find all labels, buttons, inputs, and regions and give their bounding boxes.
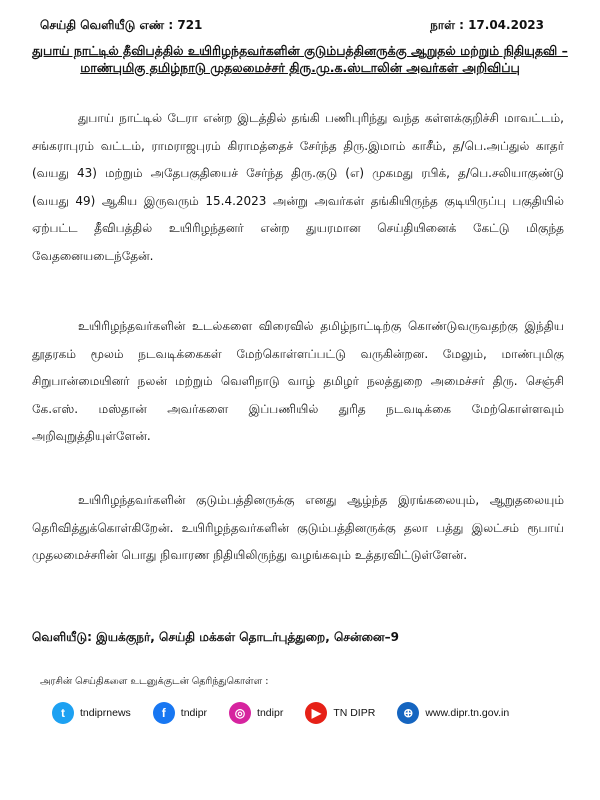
twitter-icon: t	[52, 702, 74, 724]
social-link-youtube[interactable]	[305, 702, 375, 724]
page-title: துபாய் நாட்டில் தீவிபத்தில் உயிரிழந்தவர்களின் குடும்பத்தினருக்கு ஆறுதல் மற்றும் நிதியுதவி – மாண்புமிகு தமிழ்நாடு முதலமைச்சர் திரு.மு.க.ஸ்டாலின் அவர்கள் அறிவிப்பு	[32, 43, 568, 75]
social-links	[52, 698, 562, 728]
facebook-icon: f	[153, 702, 175, 724]
social-link-instagram[interactable]	[229, 702, 283, 724]
paragraph-3: உயிரிழந்தவர்களின் குடும்பத்தினருக்கு எனது ஆழ்ந்த இரங்கலையும், ஆறுதலையும் தெரிவித்துக்கொள்கிறேன். உயிரிழந்தவர்களின் குடும்பத்தினருக்கு தலா பத்து இலட்சம் ரூபாய் முதலமைச்சரின் பொது நிவாரண நிதியிலிருந்து வழங்கவும் உத்தரவிட்டுள்ளேன்.	[32, 493, 564, 562]
social-link-twitter[interactable]	[52, 702, 131, 724]
release-date: நாள் : 17.04.2023	[430, 18, 544, 32]
release-by: வெளியீடு: இயக்குநர், செய்தி மக்கள் தொடர்புத்துறை, சென்னை–9	[32, 630, 399, 644]
social-note: அரசின் செய்திகளை உடனுக்குடன் தெரிந்துகொள்ள :	[40, 676, 269, 687]
youtube-icon: ▶	[305, 702, 327, 724]
social-label-website: www.dipr.tn.gov.in	[425, 707, 510, 719]
instagram-icon: ◎	[229, 702, 251, 724]
social-link-facebook[interactable]	[153, 702, 207, 724]
release-number: செய்தி வெளியீடு எண் : 721	[40, 18, 203, 32]
paragraph-1: துபாய் நாட்டில் டேரா என்ற இடத்தில் தங்கி பணிபுரிந்து வந்த கள்ளக்குறிச்சி மாவட்டம், சங்கராபுரம் வட்டம், ராமராஜபுரம் கிராமத்தைச் சேர்ந்த திரு.இமாம் காசீம், த/பெ.அப்துல் காதர் (வயது 43) மற்றும் அதேபகுதியைச் சேர்ந்த திரு.குடு (எ) முகமது ரபிக், த/பெ.சலியாகுண்டு (வயது 49) ஆகிய இருவரும் 15.4.2023 அன்று அவர்கள் தங்கியிருந்த குடியிருப்பு பகுதியில் ஏற்பட்ட தீவிபத்தில் உயிரிழந்தனர் என்ற துயரமான செய்தியினைக் கேட்டு மிகுந்த வேதனையடைந்தேன்.	[32, 111, 564, 263]
social-link-website[interactable]	[397, 702, 509, 724]
paragraph-2: உயிரிழந்தவர்களின் உடல்களை விரைவில் தமிழ்நாட்டிற்கு கொண்டுவருவதற்கு இந்திய தூதரகம் மூலம் நடவடிக்கைகள் மேற்கொள்ளப்பட்டு வருகின்றன. மேலும், மாண்புமிகு சிறுபான்மையினர் நலன் மற்றும் வெளிநாடு வாழ் தமிழர் நலத்துறை அமைச்சர் திரு. செஞ்சி கே.எஸ். மஸ்தான் அவர்களை இப்பணியில் துரித நடவடிக்கை மேற்கொள்ளவும் அறிவுறுத்தியுள்ளேன்.	[32, 319, 564, 443]
social-label-facebook: tndipr	[180, 707, 208, 719]
social-label-youtube: TN DIPR	[333, 707, 376, 719]
globe-icon: ⊕	[397, 702, 419, 724]
social-label-instagram: tndipr	[257, 707, 284, 719]
social-label-twitter: tndiprnews	[80, 707, 131, 719]
